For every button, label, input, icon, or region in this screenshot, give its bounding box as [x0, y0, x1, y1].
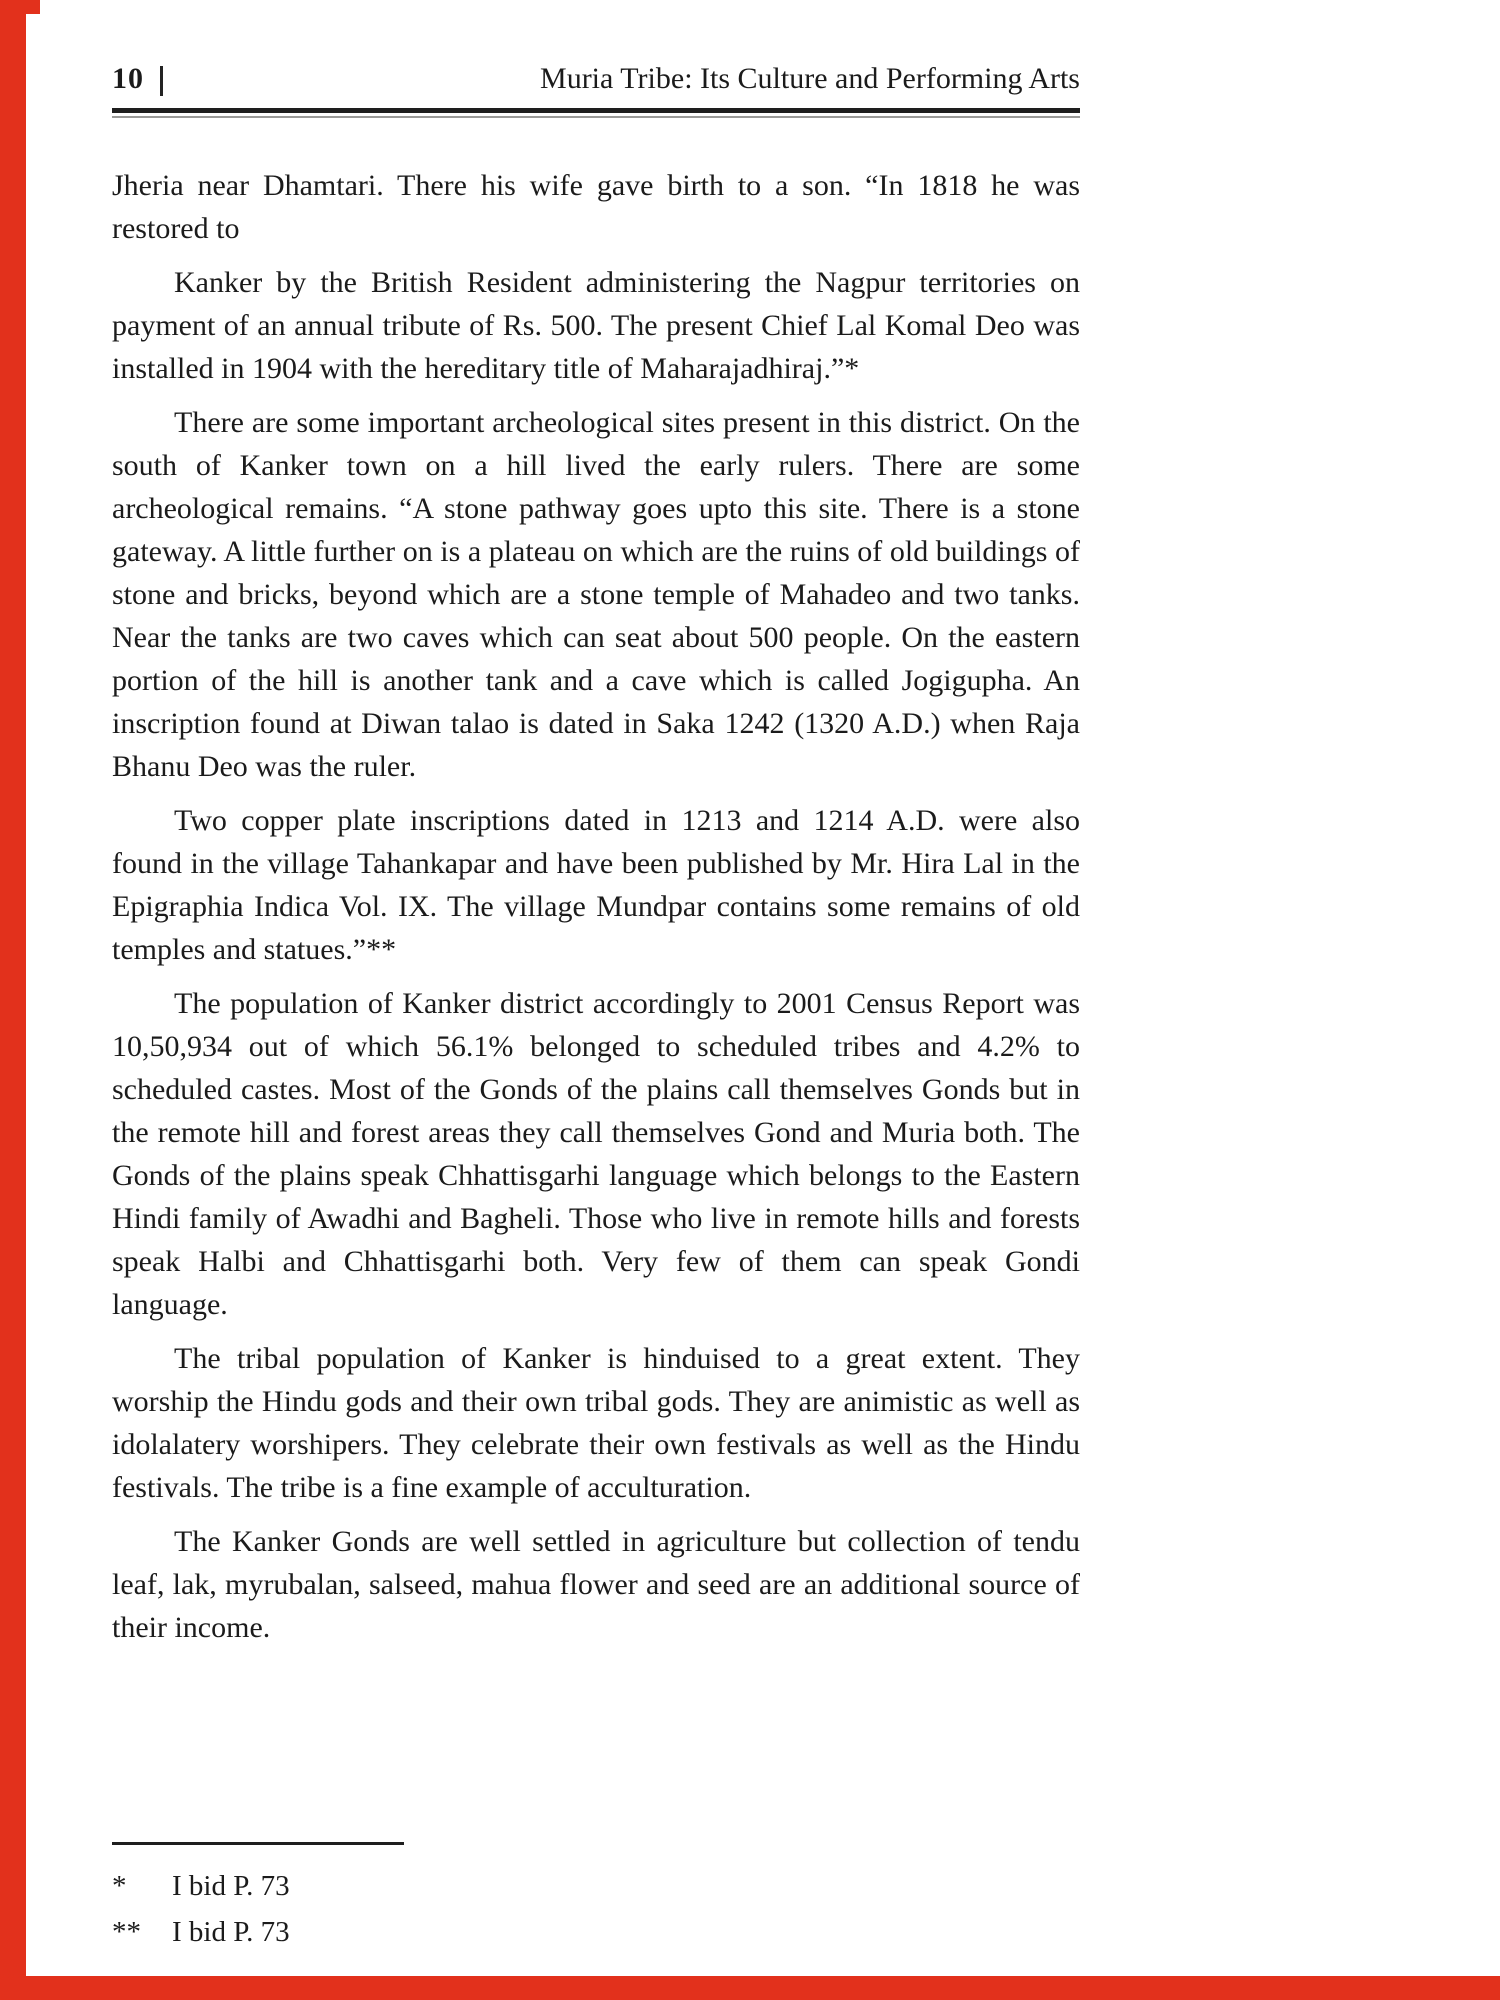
header-rule-thick	[112, 108, 1080, 113]
footnote-2	[112, 1909, 1080, 1955]
paragraph-6: The tribal population of Kanker is hinduised to a great extent. They worship the Hindu gods and their own tribal gods. They are animistic as well as idolalatery worshipers. They celebrate their own festivals as well as the Hindu festivals. The tribe is a fine example of acculturation.	[112, 1342, 1080, 1504]
paragraph-3: There are some important archeological sites present in this district. On the south of Kanker town on a hill lived the early rulers. There are some archeological remains. “A stone pathway goes upto this site. There is a stone gateway. A little further on is a plateau on which are the ruins of old buildings of stone and bricks, beyond which are a stone temple of Mahadeo and two tanks. Near the tanks are two caves which can seat about 500 people. On the eastern portion of the hill is another tank and a cave which is called Jogigupha. An inscription found at Diwan talao is dated in Saka 1242 (1320 A.D.) when Raja Bhanu Deo was the ruler.	[112, 406, 1080, 783]
footnote-2-marker: **	[112, 1916, 141, 1948]
footnote-1	[112, 1863, 1080, 1909]
paragraph-2: Kanker by the British Resident administering the Nagpur territories on payment of an annual tribute of Rs. 500. The present Chief Lal Komal Deo was installed in 1904 with the hereditary title of Maharajadhiraj.”*	[112, 266, 1080, 385]
header-separator-bar	[160, 66, 163, 96]
footnote-1-marker: *	[112, 1870, 127, 1902]
scan-edge-bottom	[0, 1976, 1500, 2000]
paragraph-5: The population of Kanker district accordingly to 2001 Census Report was 10,50,934 out of which 56.1% belonged to scheduled tribes and 4.2% to scheduled castes. Most of the Gonds of the plains call themselves Gonds but in the remote hill and forest areas they call themselves Gond and Muria both. The Gonds of the plains speak Chhattisgarhi language which belongs to the Eastern Hindi family of Awadhi and Bagheli. Those who live in remote hills and forests speak Halbi and Chhattisgarhi both. Very few of them can speak Gondi language.	[112, 987, 1080, 1321]
footnote-2-text: I bid P. 73	[172, 1916, 290, 1948]
paragraph-4: Two copper plate inscriptions dated in 1213 and 1214 A.D. were also found in the village Tahankapar and have been published by Mr. Hira Lal in the Epigraphia Indica Vol. IX. The village Mundpar contains some remains of old temples and statues.”**	[112, 804, 1080, 966]
footnote-1-text: I bid P. 73	[172, 1870, 290, 1902]
footnotes-section	[112, 1842, 1080, 1955]
running-head-title: Muria Tribe: Its Culture and Performing Arts	[540, 62, 1080, 95]
footnote-rule	[112, 1842, 404, 1845]
body-text	[112, 164, 1080, 1649]
scan-edge-corner	[0, 0, 40, 14]
page-header	[112, 62, 1080, 96]
scan-edge-left	[0, 0, 26, 2000]
header-left	[112, 62, 163, 96]
page-content	[112, 62, 1080, 1660]
page-number: 10	[112, 62, 144, 95]
paragraph-1: Jheria near Dhamtari. There his wife gave birth to a son. “In 1818 he was restored to	[112, 169, 1080, 245]
paragraph-7: The Kanker Gonds are well settled in agriculture but collection of tendu leaf, lak, myrubalan, salseed, mahua flower and seed are an additional source of their income.	[112, 1525, 1080, 1644]
header-rule-thin	[112, 116, 1080, 118]
